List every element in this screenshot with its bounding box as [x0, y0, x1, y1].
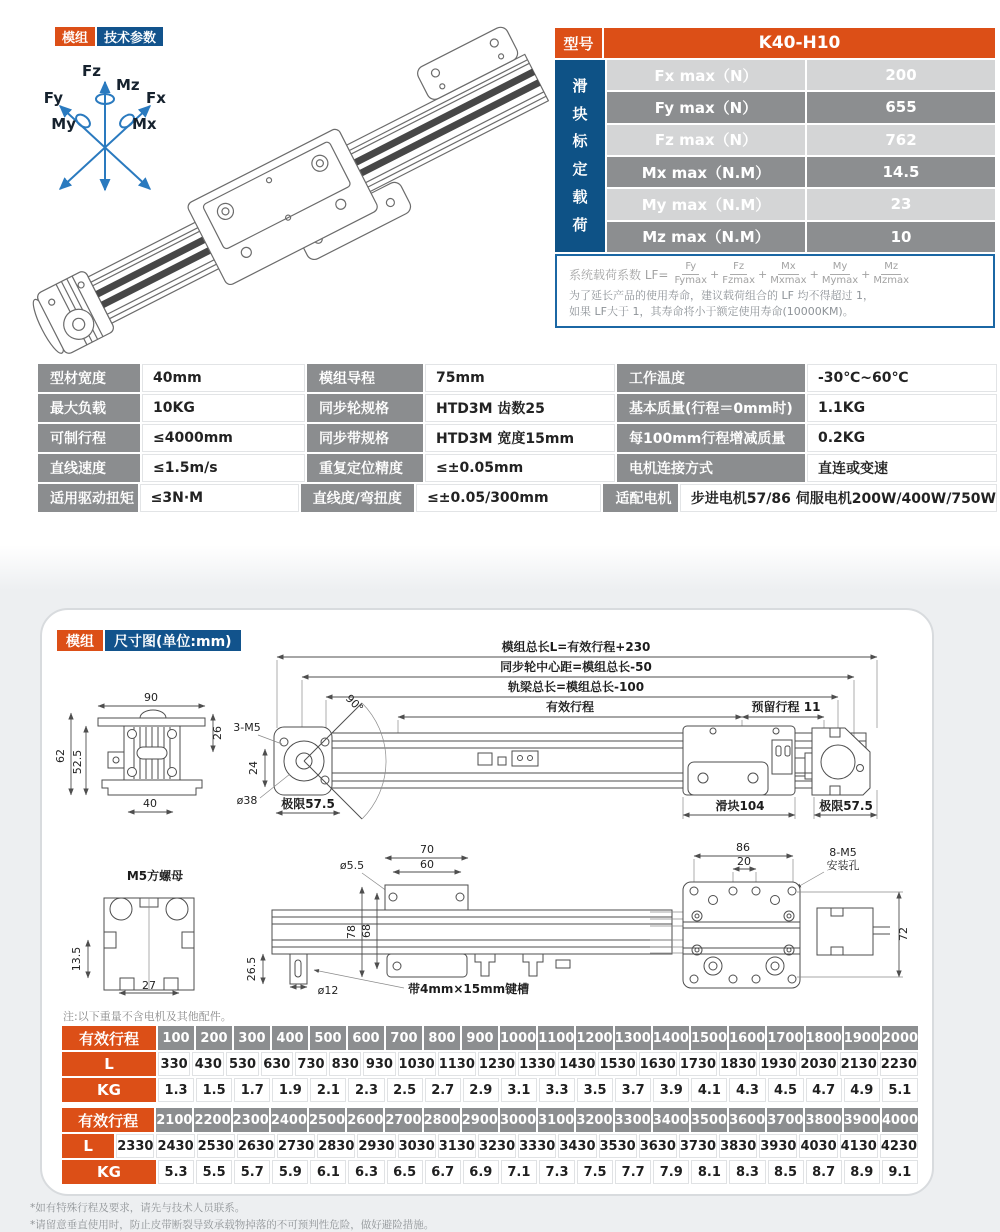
- load-table-row: Mz max（N.M） 10: [607, 222, 995, 252]
- length-cell: 3230: [478, 1134, 516, 1158]
- product-isometric-drawing: [30, 45, 560, 355]
- stroke-table-1-header-row: 有效行程 100 200 300 400 500 600 700 800 900 1000 1100 1200 1300 1400 1500 1600 1700 1800 1900 2000: [62, 1026, 918, 1050]
- length-cell: 1930: [759, 1052, 797, 1076]
- formula-terms: [668, 262, 909, 286]
- weight-cell: 6.3: [348, 1160, 384, 1184]
- stroke-header-cell: 1200: [576, 1026, 612, 1050]
- length-cell: 4030: [799, 1134, 837, 1158]
- label-m5-nut: M5方螺母: [126, 869, 184, 883]
- length-cell: 2930: [357, 1134, 395, 1158]
- weight-cell: 2.9: [463, 1078, 499, 1102]
- stroke-header-cell: 100: [158, 1026, 194, 1050]
- weight-cell: 7.5: [577, 1160, 613, 1184]
- dimension-drawing: [40, 608, 934, 1008]
- stroke-header-cell: 2000: [882, 1026, 918, 1050]
- formula-note-1: 为了延长产品的使用寿命，建议载荷组合的 LF 均不得超过 1，: [569, 289, 874, 302]
- stroke-header-cell: 1500: [691, 1026, 727, 1050]
- dim-62: 62: [54, 749, 67, 763]
- length-cell: 630: [261, 1052, 293, 1076]
- weight-cell: 5.7: [234, 1160, 270, 1184]
- load-factor-formula-box: [555, 254, 995, 328]
- load-table-row: My max（N.M） 23: [607, 189, 995, 219]
- length-cell: 1830: [719, 1052, 757, 1076]
- stroke-header-cell: 4000: [882, 1108, 918, 1132]
- weight-cell: 2.7: [425, 1078, 461, 1102]
- stroke-header-cell: 800: [424, 1026, 460, 1050]
- model-value: K40-H10: [604, 28, 995, 58]
- dimension-title-badge: 尺寸图(单位:mm): [105, 630, 241, 651]
- dim-reserved-stroke: 预留行程 11: [751, 700, 821, 714]
- weight-cell: 5.9: [272, 1160, 308, 1184]
- length-cell: 2230: [880, 1052, 918, 1076]
- weight-cell: 4.3: [729, 1078, 765, 1102]
- stroke-table-1-length-row: L 330 430 530 630 730 830 930 1030 1130 1230 1330 1430 1530 1630 1730 1830 1930 2030 2130 2230: [62, 1052, 918, 1076]
- keyway-side-view: [245, 843, 672, 997]
- weight-cell: 7.1: [501, 1160, 537, 1184]
- length-cell: 1230: [478, 1052, 516, 1076]
- dim-dia12: ø12: [317, 984, 339, 997]
- dim-26: 26: [211, 726, 224, 740]
- length-cell: 1530: [598, 1052, 636, 1076]
- footer-note-1: *如有特殊行程及要求，请先与技术人员联系。: [30, 1202, 246, 1214]
- spec-row: 适用驱动扭矩 ≤3N·M 直线度/弯扭度 ≤±0.05/300mm 适配电机 步进电机57/86 伺服电机200W/400W/750W: [38, 484, 997, 512]
- dim-limit-right: 极限57.5: [819, 799, 873, 813]
- length-cell: 830: [329, 1052, 361, 1076]
- dim-angle-90: 90°: [342, 691, 366, 715]
- length-cell: 330: [158, 1052, 190, 1076]
- dim-40: 40: [143, 797, 157, 810]
- formula-prefix: 系统载荷系数 LF=: [569, 267, 669, 282]
- dim-limit-left: 极限57.5: [281, 797, 335, 811]
- stroke-header-cell: 3500: [691, 1108, 727, 1132]
- formula-term: $\frac{Fy}{Fymax}$: [674, 261, 708, 286]
- formula-term: + $\frac{Mz}{Mzmax}$: [861, 261, 910, 286]
- weight-cell: 6.1: [310, 1160, 346, 1184]
- stroke-header-cell: 3000: [500, 1108, 536, 1132]
- length-cell: 2130: [840, 1052, 878, 1076]
- stroke-header-cell: 2300: [233, 1108, 269, 1132]
- length-cell: 930: [363, 1052, 395, 1076]
- load-table-row: Fz max（N） 762: [607, 125, 995, 155]
- weight-cell: 4.1: [691, 1078, 727, 1102]
- stroke-header-cell: 200: [196, 1026, 232, 1050]
- spec-row: 可制行程 ≤4000mm 同步带规格 HTD3M 宽度15mm 每100mm行程增减质量 0.2KG: [38, 424, 997, 452]
- weight-cell: 7.3: [539, 1160, 575, 1184]
- weight-cell: 3.9: [653, 1078, 689, 1102]
- stroke-header-cell: 3300: [615, 1108, 651, 1132]
- stroke-table-2-length-row: L 2330 2430 2530 2630 2730 2830 2930 3030 3130 3230 3330 3430 3530 3630 3730 3830 3930 4030 4130 4230: [62, 1134, 918, 1158]
- weight-cell: 3.5: [577, 1078, 613, 1102]
- length-cell: 2330: [116, 1134, 154, 1158]
- slider-top-view: [650, 841, 910, 988]
- label-mount-holes: 安装孔: [826, 859, 860, 872]
- load-table-rows: [607, 60, 995, 252]
- weight-cell: 7.9: [653, 1160, 689, 1184]
- weight-cell: 2.1: [310, 1078, 346, 1102]
- dim-68: 68: [360, 924, 373, 938]
- dim-13-5: 13.5: [70, 946, 83, 972]
- stroke-header-cell: 3600: [729, 1108, 765, 1132]
- stroke-header-cell: 2700: [385, 1108, 421, 1132]
- length-cell: 1030: [398, 1052, 436, 1076]
- stroke-header-cell: 2900: [462, 1108, 498, 1132]
- weight-cell: 5.3: [158, 1160, 194, 1184]
- end-view: [54, 691, 224, 812]
- model-label: 型号: [555, 28, 602, 58]
- dim-78: 78: [345, 925, 358, 939]
- axis-label-fz: Fz: [82, 62, 101, 80]
- stroke-header-cell: 300: [234, 1026, 270, 1050]
- weight-cell: 4.7: [806, 1078, 842, 1102]
- weight-cell: 2.3: [348, 1078, 384, 1102]
- weight-cell: 3.3: [539, 1078, 575, 1102]
- weight-cell: 3.7: [615, 1078, 651, 1102]
- dim-3-m5: 3-M5: [233, 721, 261, 734]
- length-cell: 2630: [237, 1134, 275, 1158]
- stroke-header-cell: 700: [386, 1026, 422, 1050]
- label-keyway: 带4mm×15mm键槽: [408, 982, 530, 996]
- module-badge: 模组: [55, 27, 95, 46]
- weight-cell: 6.9: [463, 1160, 499, 1184]
- length-cell: 2830: [317, 1134, 355, 1158]
- length-cell: 4130: [840, 1134, 878, 1158]
- length-cell: 2530: [197, 1134, 235, 1158]
- dim-90: 90: [144, 691, 158, 704]
- stroke-header-cell: 1600: [729, 1026, 765, 1050]
- spec-row: 型材宽度 40mm 模组导程 75mm 工作温度 -30℃~60℃: [38, 364, 997, 392]
- dim-slider-104: 滑块104: [715, 799, 765, 813]
- spec-table: [38, 364, 997, 514]
- dim-total-length: 模组总长L=有效行程+230: [501, 640, 651, 654]
- axis-label-mx: Mx: [132, 115, 157, 133]
- label-8-m5: 8-M5: [829, 846, 857, 859]
- weight-cell: 8.7: [806, 1160, 842, 1184]
- weight-cell: 5.5: [196, 1160, 232, 1184]
- tech-params-header: [55, 27, 163, 46]
- dim-pulley-distance: 同步轮中心距=模组总长-50: [500, 660, 652, 674]
- length-cell: 3530: [599, 1134, 637, 1158]
- dim-24: 24: [247, 761, 260, 775]
- load-table-row: Mx max（N.M） 14.5: [607, 157, 995, 187]
- formula-term: + $\frac{My}{Mymax}$: [809, 261, 859, 286]
- stroke-header-cell: 3200: [576, 1108, 612, 1132]
- stroke-header-cell: 900: [462, 1026, 498, 1050]
- load-table-side-header: 滑块标定载荷: [555, 60, 605, 252]
- weight-cell: 9.1: [882, 1160, 918, 1184]
- stroke-header-cell: 3800: [805, 1108, 841, 1132]
- length-cell: 2430: [156, 1134, 194, 1158]
- weight-cell: 4.5: [768, 1078, 804, 1102]
- length-cell: 430: [192, 1052, 224, 1076]
- dim-70: 70: [420, 843, 434, 856]
- length-cell: 3830: [719, 1134, 757, 1158]
- weight-cell: 2.5: [387, 1078, 423, 1102]
- stroke-header-cell: 1100: [538, 1026, 574, 1050]
- stroke-header-cell: 2500: [309, 1108, 345, 1132]
- stroke-header-cell: 2800: [424, 1108, 460, 1132]
- formula-term: + $\frac{Mx}{Mxmax}$: [758, 261, 807, 286]
- axis-label-mz: Mz: [116, 76, 140, 94]
- weight-cell: 1.9: [272, 1078, 308, 1102]
- dim-72: 72: [897, 927, 910, 941]
- weight-note: 注:以下重量不含电机及其他配件。: [63, 1010, 232, 1023]
- load-table-row: Fx max（N） 200: [607, 60, 995, 90]
- formula-note-2: 如果 LF大于 1，其寿命将小于额定使用寿命(10000KM)。: [569, 304, 854, 318]
- footer-note-2: *请留意垂直使用时，防止皮带断裂导致承载物掉落的不可预判性危险，做好避险措施。: [30, 1218, 435, 1231]
- length-cell: 3130: [438, 1134, 476, 1158]
- dim-86: 86: [736, 841, 750, 854]
- weight-cell: 8.5: [768, 1160, 804, 1184]
- stroke-header-cell: 1400: [653, 1026, 689, 1050]
- side-elevation: [233, 639, 877, 819]
- profile-section: [70, 868, 194, 993]
- stroke-header-cell: 500: [310, 1026, 346, 1050]
- stroke-table-1-weight-row: KG 1.3 1.5 1.7 1.9 2.1 2.3 2.5 2.7 2.9 3.1 3.3 3.5 3.7 3.9 4.1 4.3 4.5 4.7 4.9 5.1: [62, 1078, 918, 1102]
- length-cell: 2730: [277, 1134, 315, 1158]
- weight-cell: 1.7: [234, 1078, 270, 1102]
- weight-cell: 5.1: [882, 1078, 918, 1102]
- stroke-header-cell: 3100: [538, 1108, 574, 1132]
- stroke-header-cell: 600: [348, 1026, 384, 1050]
- formula-term: + $\frac{Fz}{Fzmax}$: [710, 261, 756, 286]
- length-cell: 730: [295, 1052, 327, 1076]
- axis-label-fy: Fy: [43, 89, 63, 107]
- stroke-header-cell: 2600: [347, 1108, 383, 1132]
- weight-cell: 3.1: [501, 1078, 537, 1102]
- weight-cell: 8.9: [844, 1160, 880, 1184]
- length-cell: 3330: [518, 1134, 556, 1158]
- length-cell: 3930: [759, 1134, 797, 1158]
- stroke-header-cell: 400: [272, 1026, 308, 1050]
- length-cell: 4230: [880, 1134, 918, 1158]
- weight-cell: 4.9: [844, 1078, 880, 1102]
- length-cell: 1630: [639, 1052, 677, 1076]
- dim-rail-length: 轨梁总长=模组总长-100: [507, 680, 645, 694]
- length-cell: 1330: [518, 1052, 556, 1076]
- stroke-table-2: [62, 1108, 918, 1186]
- dim-52-5: 52.5: [71, 749, 84, 775]
- weight-cell: 1.5: [196, 1078, 232, 1102]
- stroke-header-cell: 1300: [615, 1026, 651, 1050]
- weight-cell: 1.3: [158, 1078, 194, 1102]
- length-cell: 1730: [679, 1052, 717, 1076]
- stroke-header-cell: 1700: [767, 1026, 803, 1050]
- stroke-header-cell: 1000: [500, 1026, 536, 1050]
- stroke-table-1: [62, 1026, 918, 1104]
- axis-label-fx: Fx: [146, 89, 166, 107]
- stroke-header-cell: 3700: [767, 1108, 803, 1132]
- spec-row: 直线速度 ≤1.5m/s 重复定位精度 ≤±0.05mm 电机连接方式 直连或变速: [38, 454, 997, 482]
- length-cell: 2030: [799, 1052, 837, 1076]
- dim-effective-stroke: 有效行程: [545, 700, 595, 714]
- weight-cell: 7.7: [615, 1160, 651, 1184]
- length-cell: 3030: [398, 1134, 436, 1158]
- footer-notes: [30, 1200, 434, 1232]
- dim-dia38: ø38: [236, 794, 258, 807]
- axis-label-my: My: [51, 115, 76, 133]
- length-cell: 1430: [558, 1052, 596, 1076]
- length-cell: 3730: [679, 1134, 717, 1158]
- model-row: [555, 28, 995, 58]
- stroke-header-cell: 1900: [844, 1026, 880, 1050]
- dim-60: 60: [420, 858, 434, 871]
- stroke-header-cell: 3900: [844, 1108, 880, 1132]
- stroke-header-cell: 2100: [156, 1108, 192, 1132]
- stroke-header-cell: 1800: [806, 1026, 842, 1050]
- length-cell: 1130: [438, 1052, 476, 1076]
- tech-params-badge: 技术参数: [97, 27, 163, 46]
- length-cell: 3630: [639, 1134, 677, 1158]
- load-rating-table: [555, 28, 995, 252]
- dim-dia5-5: ø5.5: [339, 859, 365, 872]
- stroke-header-cell: 2400: [271, 1108, 307, 1132]
- dim-20: 20: [737, 855, 751, 868]
- dim-27: 27: [142, 979, 156, 992]
- stroke-header-cell: 2200: [194, 1108, 230, 1132]
- length-cell: 530: [226, 1052, 258, 1076]
- dim-26-5: 26.5: [245, 956, 258, 982]
- weight-cell: 8.1: [691, 1160, 727, 1184]
- load-table-row: Fy max（N） 655: [607, 92, 995, 122]
- module-badge-2: 模组: [57, 630, 103, 651]
- weight-cell: 8.3: [729, 1160, 765, 1184]
- length-cell: 3430: [558, 1134, 596, 1158]
- weight-cell: 6.5: [387, 1160, 423, 1184]
- stroke-table-2-weight-row: KG 5.3 5.5 5.7 5.9 6.1 6.3 6.5 6.7 6.9 7.1 7.3 7.5 7.7 7.9 8.1 8.3 8.5 8.7 8.9 9.1: [62, 1160, 918, 1184]
- stroke-header-cell: 3400: [653, 1108, 689, 1132]
- stroke-table-2-header-row: 有效行程 2100 2200 2300 2400 2500 2600 2700 2800 2900 3000 3100 3200 3300 3400 3500 3600 3700 3800 3900 4000: [62, 1108, 918, 1132]
- spec-row: 最大负载 10KG 同步轮规格 HTD3M 齿数25 基本质量(行程＝0mm时) 1.1KG: [38, 394, 997, 422]
- weight-cell: 6.7: [425, 1160, 461, 1184]
